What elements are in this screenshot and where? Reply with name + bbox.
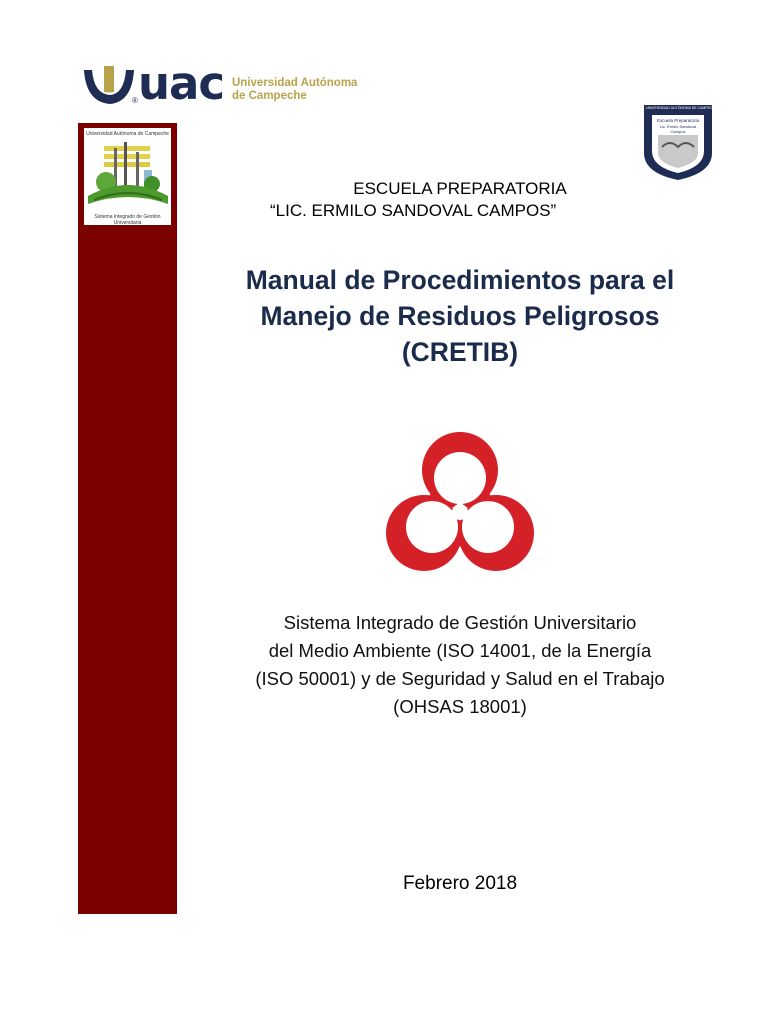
- document-date: Febrero 2018: [402, 873, 518, 894]
- management-system-description: [190, 609, 730, 721]
- school-seal: [640, 103, 716, 181]
- environmental-logo-top-text: Universidad Autónoma de Campeche: [86, 131, 169, 137]
- system-line-2: del Medio Ambiente (ISO 14001, de la Energía: [268, 640, 652, 661]
- university-name-line1: Universidad Autónoma: [232, 77, 358, 89]
- school-seal-icon: [640, 103, 716, 181]
- seal-ring-text: UNIVERSIDAD AUTÓNOMA DE CAMPECHE: [646, 106, 718, 110]
- title-line-2: Manejo de Residuos Peligrosos: [260, 301, 660, 331]
- system-line-4: (OHSAS 18001): [393, 696, 527, 717]
- system-line-3: (ISO 50001) y de Seguridad y Salud en el Trabajo: [255, 668, 665, 689]
- uac-swoosh-icon: [80, 62, 140, 114]
- school-name: “LIC. ERMILO SANDOVAL CAMPOS”: [270, 201, 557, 220]
- biohazard-icon: [370, 420, 550, 600]
- seal-inner-line1: Escuela Preparatoria: [656, 118, 700, 123]
- registered-mark: ®: [132, 96, 138, 105]
- environmental-system-logo: [84, 128, 171, 225]
- university-logo: [80, 57, 370, 114]
- environmental-logo-bottom-text: Sistema Integrado de Gestión Universitaria: [94, 214, 161, 226]
- logo-wordmark: uac: [138, 57, 225, 110]
- seal-inner-line2: Lic. Ermilo Sandoval Campos: [659, 124, 697, 134]
- document-title: [190, 262, 730, 370]
- university-name-line2: de Campeche: [232, 90, 307, 102]
- green-campus-icon: [84, 138, 171, 212]
- title-line-1: Manual de Procedimientos para el: [245, 265, 675, 295]
- system-line-1: Sistema Integrado de Gestión Universitario: [283, 612, 637, 633]
- side-bar: [78, 123, 177, 914]
- school-type: ESCUELA PREPARATORIA: [353, 179, 567, 198]
- title-line-3: (CRETIB): [401, 337, 519, 367]
